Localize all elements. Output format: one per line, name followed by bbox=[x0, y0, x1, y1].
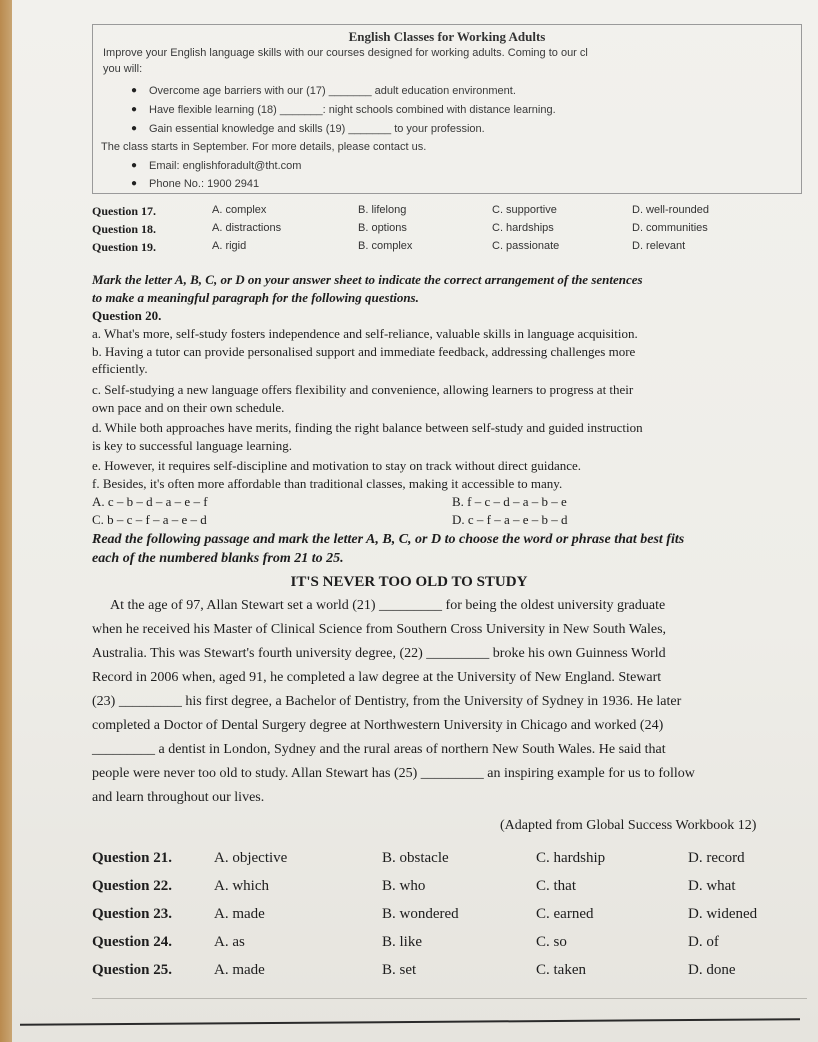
ad-bullet-3: ● Gain essential knowledge and skills (19) _______ to your profession. bbox=[149, 123, 485, 135]
question-row bbox=[92, 222, 807, 238]
option-a: A. rigid bbox=[212, 240, 247, 252]
sentence-b-line-2: efficiently. bbox=[92, 361, 148, 376]
q20-instruction-line-2: to make a meaningful paragraph for the following questions. bbox=[92, 290, 419, 305]
page-divider bbox=[92, 998, 807, 999]
question-label: Question 25. bbox=[92, 962, 173, 978]
option-b: B. wondered bbox=[382, 906, 459, 922]
sentence-a: a. What's more, self-study fosters independence and self-reliance, valuable skills in language acquisition. bbox=[92, 326, 638, 341]
option-d: D. record bbox=[688, 850, 745, 866]
question-label: Question 23. bbox=[92, 906, 173, 922]
option-d: D. communities bbox=[632, 222, 708, 234]
option-b: B. like bbox=[382, 934, 422, 950]
option-c: C. passionate bbox=[492, 240, 560, 252]
ad-start-line: The class starts in September. For more details, please contact us. bbox=[101, 141, 427, 153]
passage-line-9: and learn throughout our lives. bbox=[92, 790, 265, 805]
sentence-d-line-1: d. While both approaches have merits, finding the right balance between self-study and guided instruction bbox=[92, 420, 643, 435]
option-a: A. objective bbox=[214, 850, 288, 866]
passage-line-2: when he received his Master of Clinical Science from Southern Cross University in New South Wales, bbox=[92, 622, 667, 637]
passage-line-8: people were never too old to study. Allan Stewart has (25) _________ an inspiring example for us to follow bbox=[92, 766, 695, 781]
sentence-c-line-1: c. Self-studying a new language offers flexibility and convenience, allowing learners to progress at their bbox=[92, 382, 634, 397]
option-b: B. who bbox=[382, 878, 426, 894]
option-b: B. options bbox=[358, 222, 407, 234]
option-d: D. of bbox=[688, 934, 719, 950]
option-a: A. as bbox=[214, 934, 245, 950]
option-a: A. distractions bbox=[212, 222, 282, 234]
ad-intro-line-2: you will: bbox=[103, 63, 143, 75]
option-c: C. hardship bbox=[536, 850, 606, 866]
question-label: Question 21. bbox=[92, 850, 173, 866]
passage-instruction-line-2: each of the numbered blanks from 21 to 25. bbox=[92, 551, 344, 566]
ad-bullet-2: ● Have flexible learning (18) _______: night schools combined with distance learning. bbox=[149, 104, 556, 116]
q20-option-d: D. c – f – a – e – b – d bbox=[452, 512, 568, 527]
question-label: Question 19. bbox=[92, 240, 157, 254]
sentence-b-line-1: b. Having a tutor can provide personalised support and immediate feedback, addressing challenges more bbox=[92, 344, 636, 359]
sentence-f: f. Besides, it's often more affordable than traditional classes, making it accessible to many. bbox=[92, 476, 563, 491]
q20-option-c: C. b – c – f – a – e – d bbox=[92, 512, 207, 527]
ad-title: English Classes for Working Adults bbox=[348, 29, 546, 44]
option-d: D. done bbox=[688, 962, 736, 978]
question-label: Question 24. bbox=[92, 934, 173, 950]
passage-source: (Adapted from Global Success Workbook 12) bbox=[500, 818, 757, 833]
option-d: D. relevant bbox=[632, 240, 686, 252]
q20-label: Question 20. bbox=[92, 308, 162, 323]
ad-bullet-1: ● Overcome age barriers with our (17) _______ adult education environment. bbox=[149, 85, 516, 97]
question-label: Question 18. bbox=[92, 222, 157, 236]
passage-line-4: Record in 2006 when, aged 91, he completed a law degree at the University of New England. Stewart bbox=[92, 670, 662, 685]
ad-phone: ● Phone No.: 1900 2941 bbox=[149, 178, 259, 190]
ad-intro-line-1: Improve your English language skills with our courses designed for working adults. Coming to our cl bbox=[103, 47, 588, 59]
option-a: A. complex bbox=[212, 204, 267, 216]
question-row bbox=[92, 204, 807, 220]
option-c: C. hardships bbox=[492, 222, 554, 234]
sentence-d-line-2: is key to successful language learning. bbox=[92, 438, 292, 453]
q20-instruction-line-1: Mark the letter A, B, C, or D on your answer sheet to indicate the correct arrangement of the sentences bbox=[92, 272, 643, 287]
option-c: C. that bbox=[536, 878, 576, 894]
question-label: Question 22. bbox=[92, 878, 173, 894]
question-row bbox=[92, 878, 807, 898]
passage-line-6: completed a Doctor of Dental Surgery degree at Northwestern University in Chicago and worked (24) bbox=[92, 718, 664, 733]
option-c: C. supportive bbox=[492, 204, 557, 216]
question-row bbox=[92, 962, 807, 982]
option-b: B. obstacle bbox=[382, 850, 449, 866]
passage-line-5: (23) _________ his first degree, a Bachelor of Dentistry, from the University of Sydney in 1936. He later bbox=[92, 694, 682, 709]
option-a: A. made bbox=[214, 906, 265, 922]
option-c: C. earned bbox=[536, 906, 594, 922]
option-c: C. so bbox=[536, 934, 567, 950]
option-c: C. taken bbox=[536, 962, 586, 978]
option-b: B. lifelong bbox=[358, 204, 407, 216]
ad-email: ● Email: englishforadult@tht.com bbox=[149, 160, 301, 172]
q20-option-b: B. f – c – d – a – b – e bbox=[452, 494, 567, 509]
passage-line-3: Australia. This was Stewart's fourth university degree, (22) _________ broke his own Guinness World bbox=[92, 646, 666, 661]
passage-line-1: At the age of 97, Allan Stewart set a world (21) _________ for being the oldest university graduate bbox=[110, 598, 666, 613]
sentence-e: e. However, it requires self-discipline and motivation to stay on track without direct guidance. bbox=[92, 458, 582, 473]
option-d: D. well-rounded bbox=[632, 204, 710, 216]
question-row bbox=[92, 934, 807, 954]
passage-instruction-line-1: Read the following passage and mark the letter A, B, C, or D to choose the word or phrase that best fits bbox=[92, 532, 685, 547]
option-a: A. which bbox=[214, 878, 269, 894]
q20-option-a: A. c – b – d – a – e – f bbox=[92, 494, 208, 509]
passage-line-7: _________ a dentist in London, Sydney and the rural areas of northern New South Wales. He said that bbox=[92, 742, 666, 757]
option-d: D. widened bbox=[688, 906, 758, 922]
question-row bbox=[92, 906, 807, 926]
option-b: B. set bbox=[382, 962, 417, 978]
question-label: Question 17. bbox=[92, 204, 157, 218]
sentence-c-line-2: own pace and on their own schedule. bbox=[92, 400, 285, 415]
option-d: D. what bbox=[688, 878, 736, 894]
question-row bbox=[92, 240, 807, 256]
question-row bbox=[92, 850, 807, 870]
passage-title: IT'S NEVER TOO OLD TO STUDY bbox=[290, 574, 528, 590]
option-a: A. made bbox=[214, 962, 265, 978]
option-b: B. complex bbox=[358, 240, 413, 252]
ad-notice-box bbox=[92, 24, 802, 194]
